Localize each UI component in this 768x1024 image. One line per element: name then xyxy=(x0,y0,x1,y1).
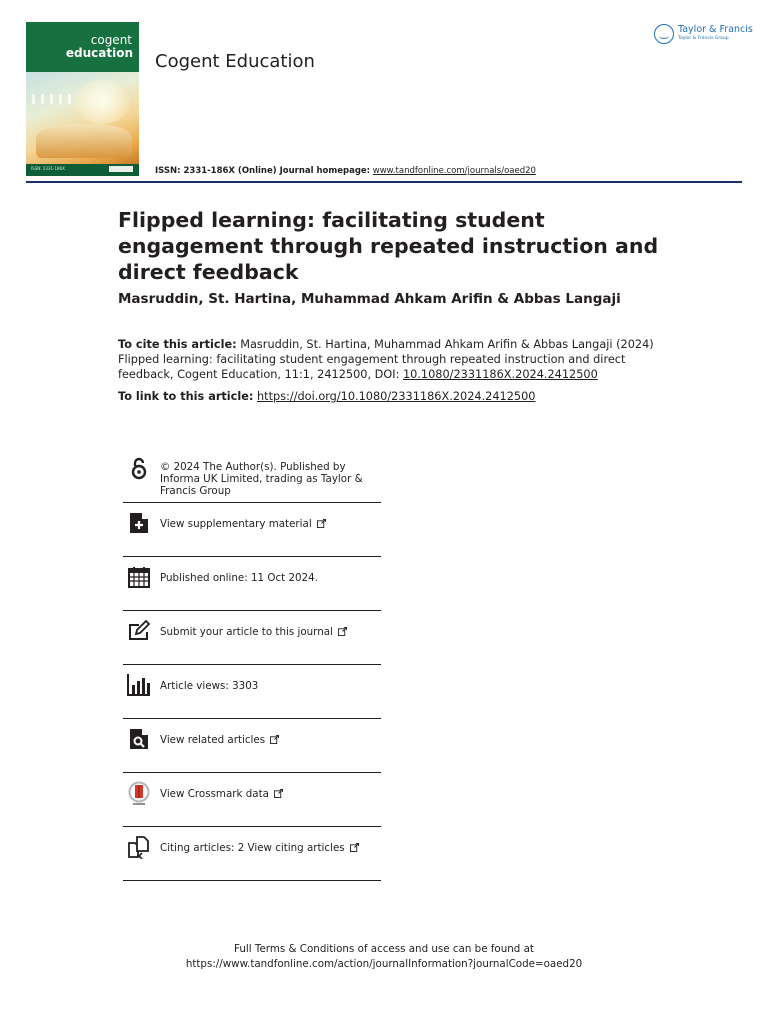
cover-open-book xyxy=(36,124,132,158)
crossmark-link[interactable] xyxy=(160,788,283,800)
external-link-icon xyxy=(350,843,359,852)
info-row-copyright xyxy=(123,449,381,503)
submit-article-label: Submit your article to this journal xyxy=(160,626,333,638)
submit-article-link[interactable] xyxy=(160,626,347,638)
journal-cover-image xyxy=(26,22,139,176)
article-authors: Masruddin, St. Hartina, Muhammad Ahkam Arifin & Abbas Langaji xyxy=(118,291,621,307)
citation-block xyxy=(118,337,678,382)
cover-logo-line2: education xyxy=(65,46,133,60)
info-row-published xyxy=(123,557,381,611)
cite-text: Masruddin, St. Hartina, Muhammad Ahkam Arifin & Abbas Langaji (2024) Flipped learning: facilitating student engagement through repeated instruction and direct feedback, Cogent Education, 11:1, 2412500, DOI: xyxy=(118,338,654,381)
crossmark-label: View Crossmark data xyxy=(160,788,269,800)
terms-url[interactable]: https://www.tandfonline.com/action/journalInformation?journalCode=oaed20 xyxy=(185,958,583,970)
publisher-logo-name: Taylor & Francis xyxy=(678,24,753,35)
external-link-icon xyxy=(338,627,347,636)
published-date: Published online: 11 Oct 2024. xyxy=(160,572,318,584)
article-link-line xyxy=(118,390,535,403)
supplementary-file-icon xyxy=(127,511,151,535)
external-link-icon xyxy=(317,519,326,528)
related-articles-link[interactable] xyxy=(160,734,279,746)
terms-line: Full Terms & Conditions of access and use can be found at xyxy=(234,943,534,955)
edit-icon xyxy=(127,619,151,643)
publisher-logo-subtitle: Taylor & Francis Group xyxy=(678,36,729,41)
issn-line xyxy=(155,166,536,176)
publisher-logo xyxy=(654,22,753,48)
header-divider xyxy=(26,181,742,183)
cite-label: To cite this article: xyxy=(118,338,237,351)
info-row-views xyxy=(123,665,381,719)
supplementary-link[interactable] xyxy=(160,518,326,530)
external-link-icon xyxy=(270,735,279,744)
search-document-icon xyxy=(127,727,151,751)
open-access-icon xyxy=(127,457,151,481)
cover-columns xyxy=(32,94,71,104)
info-row-related[interactable] xyxy=(123,719,381,773)
article-views: Article views: 3303 xyxy=(160,680,259,692)
journal-title: Cogent Education xyxy=(155,51,315,72)
copyright-text: © 2024 The Author(s). Published by Informa UK Limited, trading as Taylor & Francis Group xyxy=(160,461,363,497)
info-row-crossmark[interactable] xyxy=(123,773,381,827)
citing-articles-icon xyxy=(127,835,151,859)
cover-publisher-mark xyxy=(109,166,133,172)
crossmark-icon xyxy=(127,781,151,805)
journal-homepage-link[interactable]: www.tandfonline.com/journals/oaed20 xyxy=(372,166,536,176)
citing-articles-label: Citing articles: 2 View citing articles xyxy=(160,842,345,854)
external-link-icon xyxy=(274,789,283,798)
article-info-list xyxy=(123,449,381,881)
info-row-citing[interactable] xyxy=(123,827,381,881)
taylor-francis-icon xyxy=(654,24,674,44)
supplementary-label: View supplementary material xyxy=(160,518,312,530)
article-doi-url[interactable]: https://doi.org/10.1080/2331186X.2024.2412500 xyxy=(257,390,536,403)
bar-chart-icon xyxy=(127,673,151,697)
related-articles-label: View related articles xyxy=(160,734,266,746)
cover-light-glow xyxy=(74,80,130,124)
citing-articles-link[interactable] xyxy=(160,842,359,854)
terms-footer xyxy=(0,942,768,972)
article-title: Flipped learning: facilitating student engagement through repeated instruction and direct feedback xyxy=(118,208,659,284)
doi-link[interactable]: 10.1080/2331186X.2024.2412500 xyxy=(402,368,598,381)
link-label: To link to this article: xyxy=(118,390,254,403)
calendar-icon xyxy=(127,565,151,589)
cover-logo-line1: cogent xyxy=(90,33,132,47)
info-row-supplementary[interactable] xyxy=(123,503,381,557)
issn-label: ISSN: 2331-186X (Online) Journal homepage: xyxy=(155,166,371,176)
cover-issn: ISSN: 2331-186X xyxy=(31,166,65,171)
info-row-submit[interactable] xyxy=(123,611,381,665)
